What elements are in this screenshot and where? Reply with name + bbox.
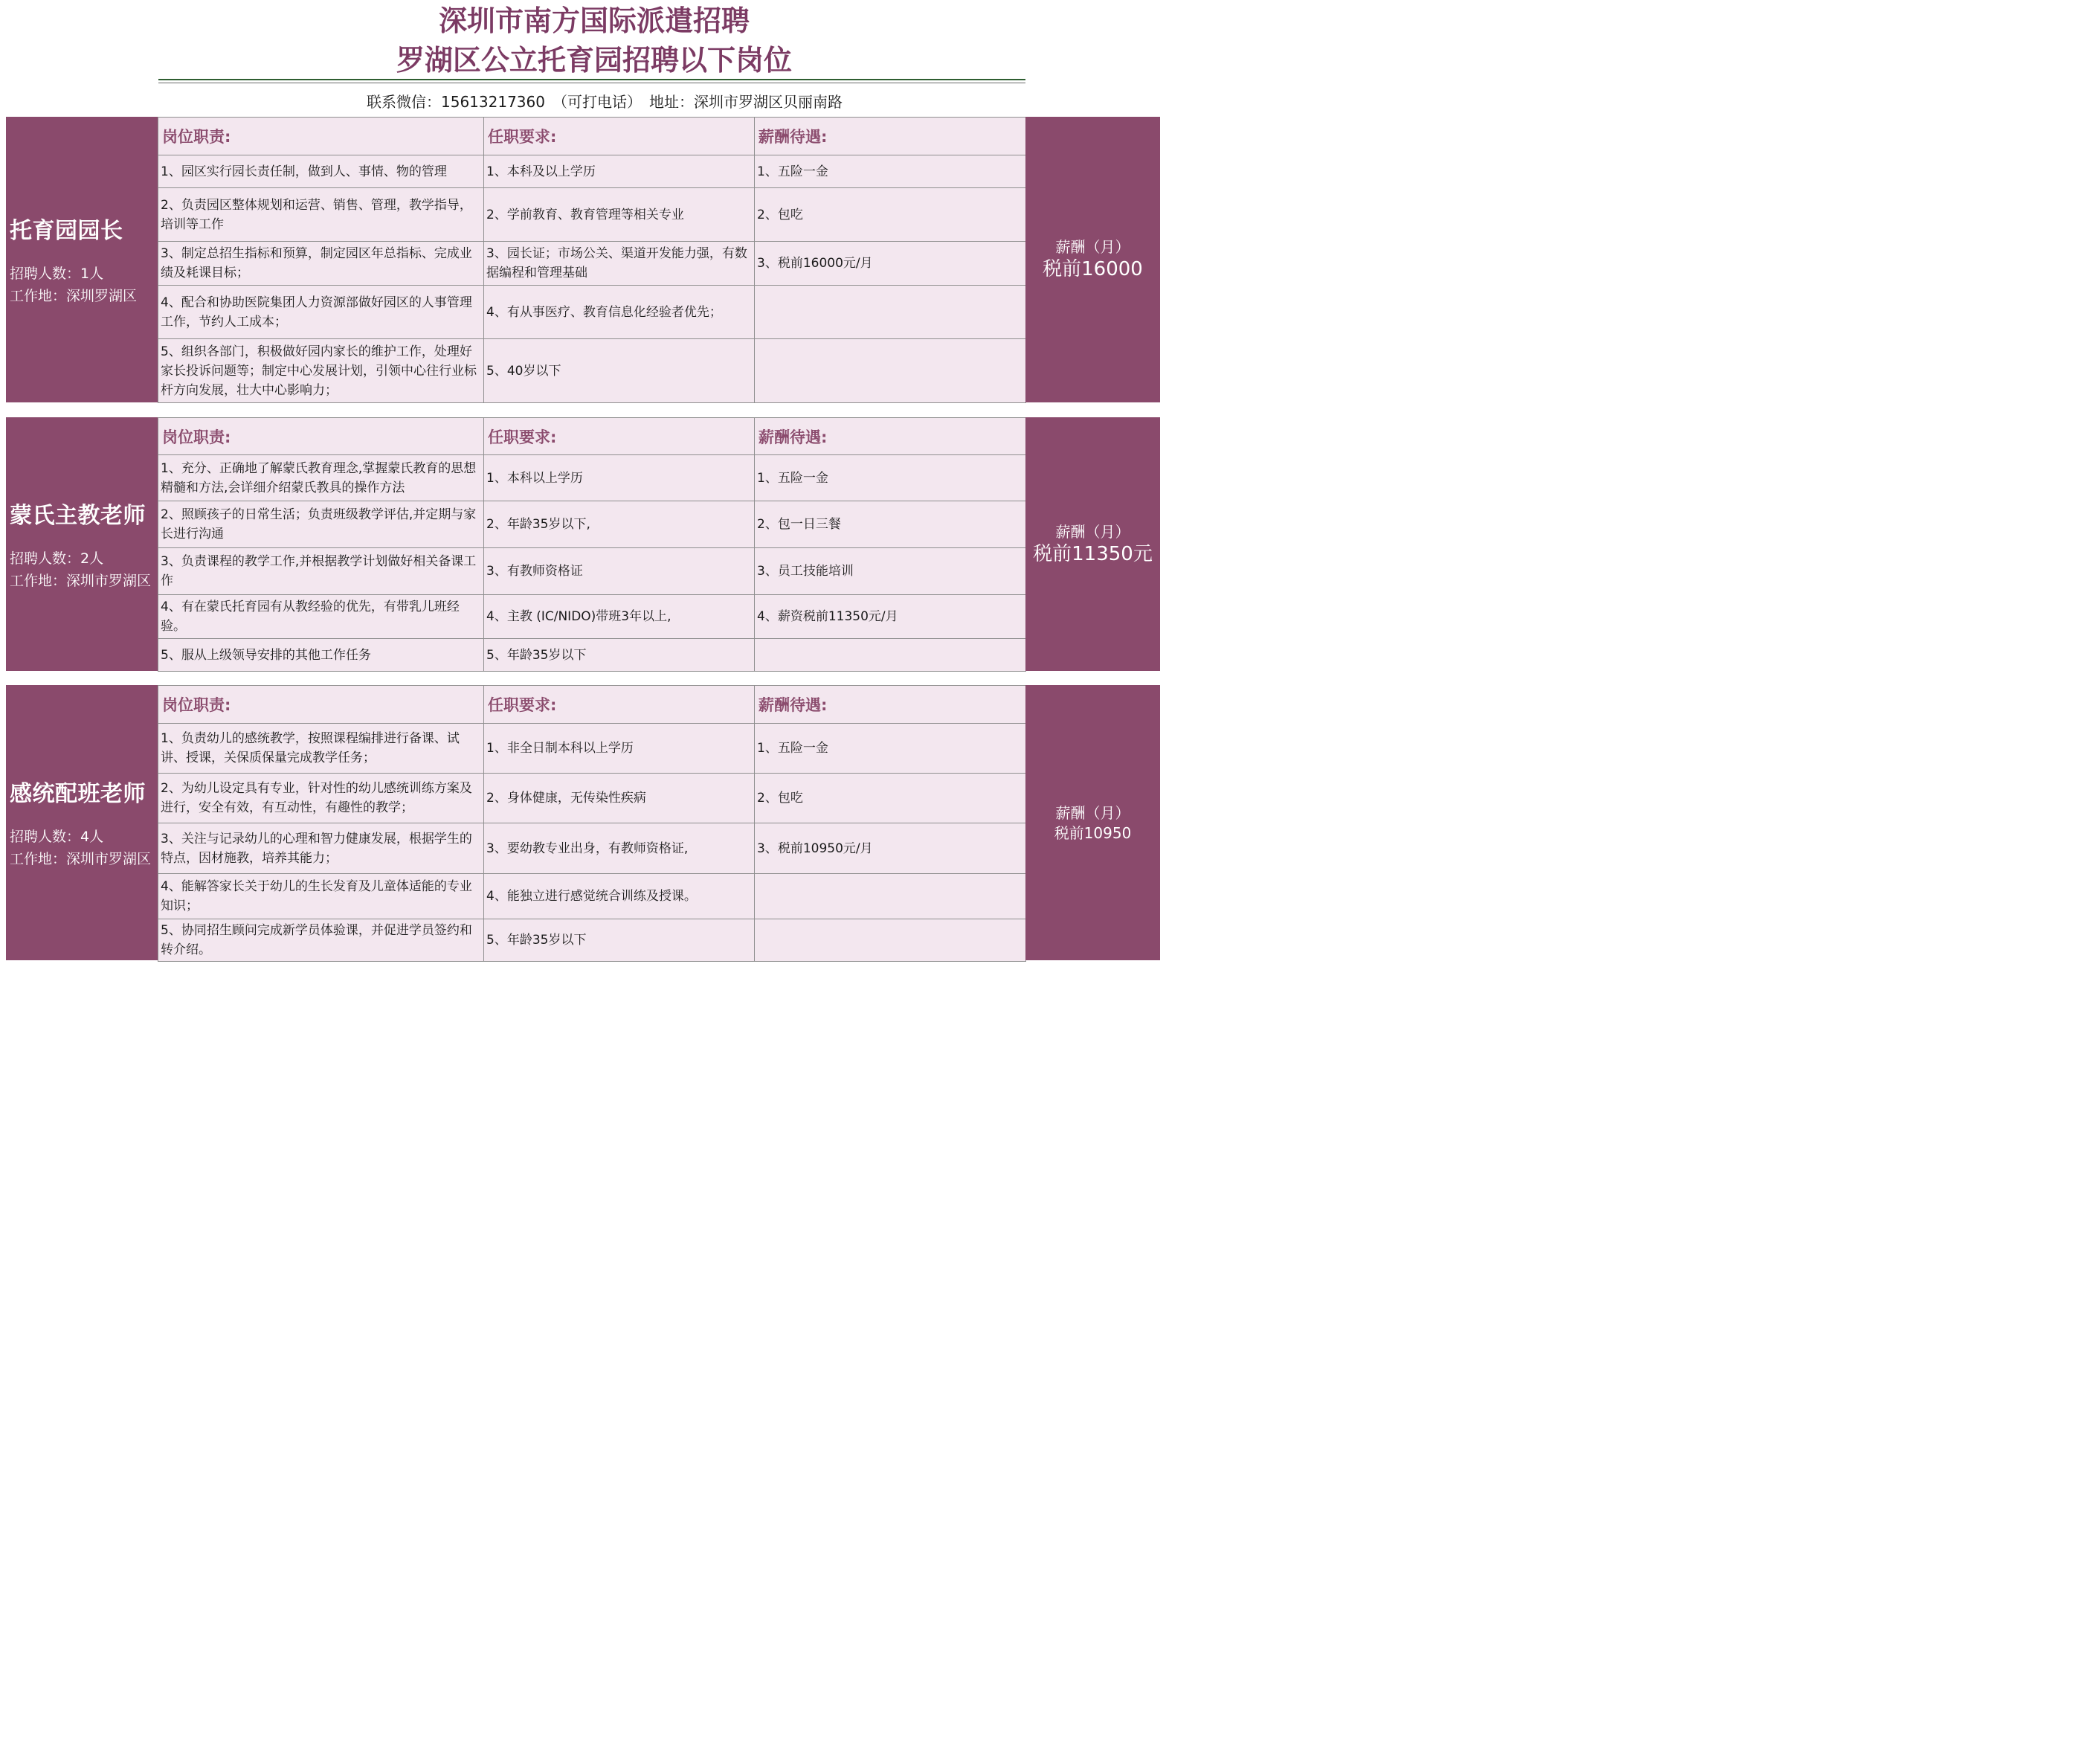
benefit-cell: 1、五险一金 <box>755 455 1026 501</box>
job-details-table <box>158 117 1026 403</box>
page-title-line1: 深圳市南方国际派遣招聘 <box>438 4 750 37</box>
salary-value: 税前11350元 <box>1033 542 1153 565</box>
table-row <box>158 919 1026 962</box>
requirement-cell: 2、年龄35岁以下, <box>484 501 755 548</box>
requirement-cell: 5、40岁以下 <box>484 339 755 403</box>
duty-cell: 5、协同招生顾问完成新学员体验课，并促进学员签约和转介绍。 <box>158 919 484 962</box>
duties-header: 岗位职责: <box>158 118 484 155</box>
requirement-cell: 4、有从事医疗、教育信息化经验者优先； <box>484 286 755 339</box>
benefits-header: 薪酬待遇: <box>755 118 1026 155</box>
requirement-cell: 3、园长证；市场公关、渠道开发能力强，有数据编程和管理基础 <box>484 242 755 286</box>
table-row <box>158 774 1026 823</box>
salary-panel <box>1025 685 1160 960</box>
benefits-header: 薪酬待遇: <box>755 686 1026 724</box>
table-row <box>158 242 1026 286</box>
job-summary-panel <box>6 417 158 671</box>
benefit-cell: 2、包吃 <box>755 774 1026 823</box>
requirements-header: 任职要求: <box>484 118 755 155</box>
table-header-row <box>158 418 1026 455</box>
benefit-cell <box>755 339 1026 403</box>
table-row <box>158 155 1026 188</box>
table-row <box>158 639 1026 672</box>
job-location: 工作地：深圳市罗湖区 <box>10 851 152 867</box>
duty-cell: 1、负责幼儿的感统教学，按照课程编排进行备课、试讲、授课，关保质保量完成教学任务； <box>158 724 484 774</box>
duties-header: 岗位职责: <box>158 418 484 455</box>
benefit-cell: 3、税前10950元/月 <box>755 823 1026 874</box>
requirement-cell: 5、年龄35岁以下 <box>484 919 755 962</box>
benefit-cell <box>755 874 1026 919</box>
benefit-cell: 3、税前16000元/月 <box>755 242 1026 286</box>
duty-cell: 1、园区实行园长责任制，做到人、事情、物的管理 <box>158 155 484 188</box>
requirement-cell: 4、主教 (IC/NIDO)带班3年以上, <box>484 595 755 639</box>
requirement-cell: 1、非全日制本科以上学历 <box>484 724 755 774</box>
salary-value: 税前10950 <box>1054 824 1132 842</box>
duty-cell: 1、充分、正确地了解蒙氏教育理念,掌握蒙氏教育的思想精髓和方法,会详细介绍蒙氏教具的操作方法 <box>158 455 484 501</box>
benefit-cell <box>755 286 1026 339</box>
benefit-cell: 1、五险一金 <box>755 155 1026 188</box>
benefits-header: 薪酬待遇: <box>755 418 1026 455</box>
duty-cell: 5、组织各部门，积极做好园内家长的维护工作，处理好家长投诉问题等；制定中心发展计划，引领中心往行业标杆方向发展，壮大中心影响力； <box>158 339 484 403</box>
table-row <box>158 455 1026 501</box>
benefit-cell: 1、五险一金 <box>755 724 1026 774</box>
requirement-cell: 1、本科及以上学历 <box>484 155 755 188</box>
job-section-director <box>6 117 1160 402</box>
table-row <box>158 548 1026 595</box>
table-row <box>158 286 1026 339</box>
job-title: 蒙氏主教老师 <box>10 502 146 529</box>
benefit-cell: 4、薪资税前11350元/月 <box>755 595 1026 639</box>
salary-label: 薪酬（月） <box>1055 238 1130 257</box>
job-location: 工作地：深圳罗湖区 <box>10 288 138 304</box>
duty-cell: 2、照顾孩子的日常生活；负责班级教学评估,并定期与家长进行沟通 <box>158 501 484 548</box>
job-section-montessori-teacher <box>6 417 1160 671</box>
table-row <box>158 724 1026 774</box>
requirement-cell: 4、能独立进行感觉统合训练及授课。 <box>484 874 755 919</box>
table-row <box>158 339 1026 403</box>
duty-cell: 2、为幼儿设定具有专业，针对性的幼儿感统训练方案及进行，安全有效，有互动性，有趣性的教学； <box>158 774 484 823</box>
requirement-cell: 3、要幼教专业出身，有教师资格证, <box>484 823 755 874</box>
duty-cell: 3、负责课程的教学工作,并根据教学计划做好相关备课工作 <box>158 548 484 595</box>
benefit-cell <box>755 919 1026 962</box>
requirement-cell: 2、学前教育、教育管理等相关专业 <box>484 188 755 242</box>
table-row <box>158 823 1026 874</box>
title-divider <box>158 79 1025 80</box>
table-row <box>158 595 1026 639</box>
requirement-cell: 2、身体健康，无传染性疾病 <box>484 774 755 823</box>
requirement-cell: 5、年龄35岁以下 <box>484 639 755 672</box>
requirements-header: 任职要求: <box>484 418 755 455</box>
salary-panel <box>1025 117 1160 402</box>
table-row <box>158 874 1026 919</box>
requirement-cell: 3、有教师资格证 <box>484 548 755 595</box>
salary-panel <box>1025 417 1160 671</box>
job-location: 工作地：深圳市罗湖区 <box>10 572 152 589</box>
job-section-sensory-teacher <box>6 685 1160 960</box>
table-row <box>158 501 1026 548</box>
benefit-cell: 2、包一日三餐 <box>755 501 1026 548</box>
table-header-row <box>158 118 1026 155</box>
job-title: 托育园园长 <box>10 218 123 244</box>
job-headcount: 招聘人数：4人 <box>10 829 104 845</box>
job-details-table <box>158 417 1026 672</box>
table-header-row <box>158 686 1026 724</box>
page-title-line2: 罗湖区公立托育园招聘以下岗位 <box>396 44 792 77</box>
duty-cell: 4、配合和协助医院集团人力资源部做好园区的人事管理工作，节约人工成本； <box>158 286 484 339</box>
benefit-cell <box>755 639 1026 672</box>
requirements-header: 任职要求: <box>484 686 755 724</box>
job-summary-panel <box>6 685 158 960</box>
salary-label: 薪酬（月） <box>1055 522 1130 541</box>
table-row <box>158 188 1026 242</box>
duty-cell: 5、服从上级领导安排的其他工作任务 <box>158 639 484 672</box>
job-headcount: 招聘人数：1人 <box>10 266 104 282</box>
salary-value: 税前16000 <box>1043 258 1143 281</box>
requirement-cell: 1、本科以上学历 <box>484 455 755 501</box>
duty-cell: 3、制定总招生指标和预算，制定园区年总指标、完成业绩及耗课目标； <box>158 242 484 286</box>
job-headcount: 招聘人数：2人 <box>10 550 104 567</box>
job-summary-panel <box>6 117 158 402</box>
duty-cell: 3、关注与记录幼儿的心理和智力健康发展，根据学生的特点，因材施教，培养其能力； <box>158 823 484 874</box>
contact-info: 联系微信：15613217360 （可打电话） 地址：深圳市罗湖区贝丽南路 <box>367 93 843 111</box>
job-title: 感统配班老师 <box>10 781 146 807</box>
duty-cell: 2、负责园区整体规划和运营、销售、管理，教学指导，培训等工作 <box>158 188 484 242</box>
salary-label: 薪酬（月） <box>1055 804 1130 822</box>
benefit-cell: 3、员工技能培训 <box>755 548 1026 595</box>
duty-cell: 4、能解答家长关于幼儿的生长发育及儿童体适能的专业知识； <box>158 874 484 919</box>
duty-cell: 4、有在蒙氏托育园有从教经验的优先，有带乳儿班经验。 <box>158 595 484 639</box>
benefit-cell: 2、包吃 <box>755 188 1026 242</box>
job-details-table <box>158 685 1026 962</box>
duties-header: 岗位职责: <box>158 686 484 724</box>
